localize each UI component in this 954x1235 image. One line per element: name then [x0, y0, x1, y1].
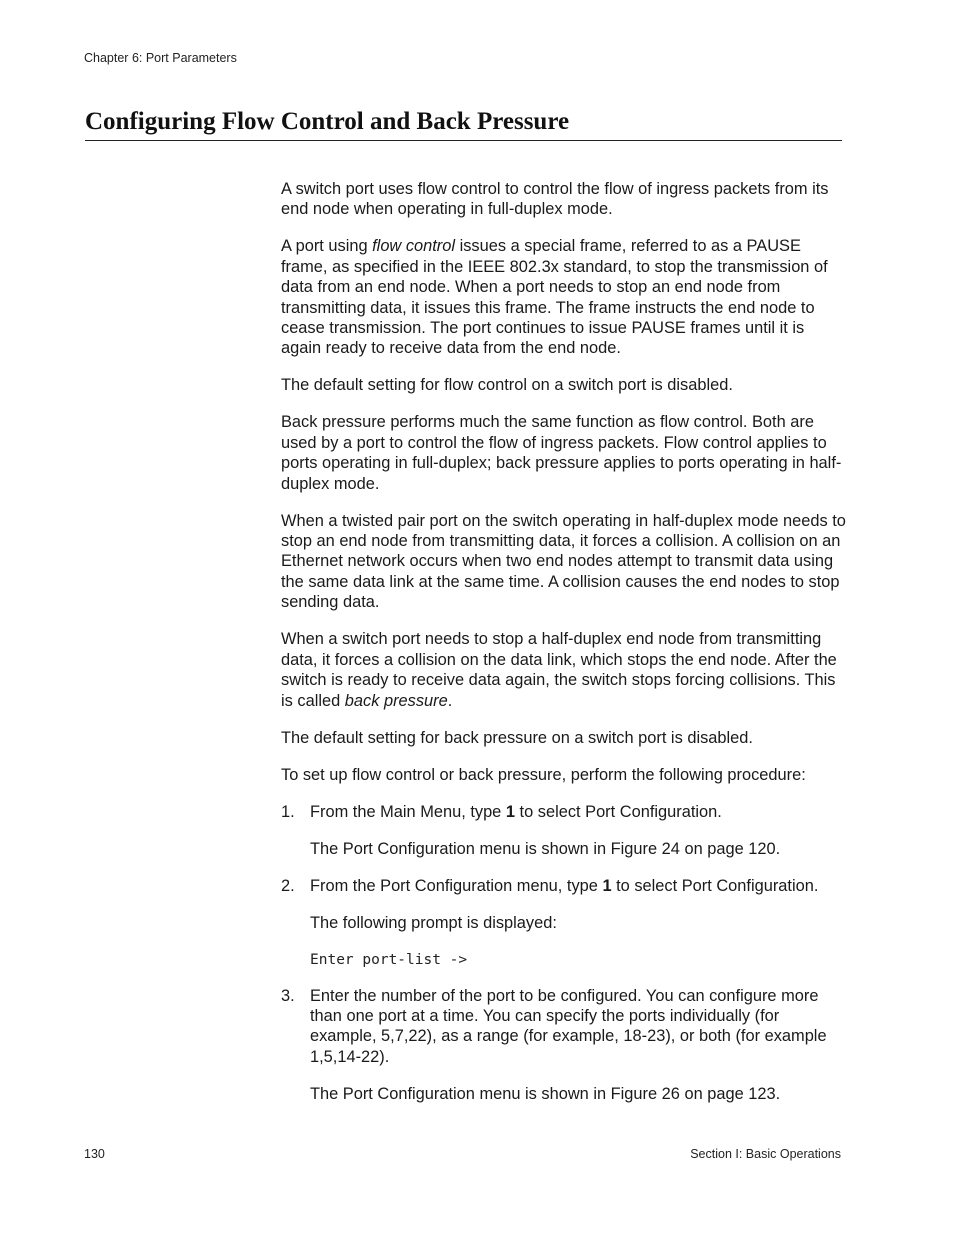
emphasis-flow-control: flow control	[372, 237, 456, 256]
step-note: The Port Configuration menu is shown in Figure 24 on page 120.	[310, 839, 781, 858]
paragraph: Back pressure performs much the same function as flow control. Both are used by a port to control the flow of ingress packets. Flow control applies to ports operating in full-duplex; back pressure applies to ports operating in half-duplex mode.	[281, 413, 842, 493]
procedure-step-2: 2. From the Port Configuration menu, type 1 to select Port Configuration.	[281, 876, 819, 895]
procedure-step-3: 3. Enter the number of the port to be configured. You can configure more than one port at a time. You can specify the ports individually (for example, 5,7,22), as a range (for example, 18-23), or both (for example 1,5,14-22).	[281, 986, 827, 1066]
step-key: 1	[505, 802, 515, 821]
paragraph: When a switch port needs to stop a half-duplex end node from transmitting data, it forces a collision on the data link, which stops the end node. After the switch is ready to receive data again, the switch stops forcing collisions. This is called back pressure.	[281, 630, 837, 710]
section-title: Configuring Flow Control and Back Pressure	[85, 106, 842, 141]
paragraph: A port using flow control issues a special frame, referred to as a PAUSE frame, as specified in the IEEE 802.3x standard, to stop the transmission of data from an end node. When a port needs to stop an end node from transmitting data, it issues this frame. The frame instructs the end node to cease transmission. The port continues to issue PAUSE frames until it is again ready to receive data from the end node.	[281, 237, 828, 358]
emphasis-back-pressure: back pressure	[344, 691, 448, 710]
paragraph: To set up flow control or back pressure, perform the following procedure:	[281, 765, 806, 784]
body-text	[281, 179, 847, 1121]
step-number: 2.	[281, 876, 295, 895]
running-footer: Section I: Basic Operations	[690, 1147, 841, 1161]
prompt-code: Enter port-list ->	[310, 951, 468, 968]
step-key: 1	[602, 876, 612, 895]
running-header: Chapter 6: Port Parameters	[84, 51, 237, 65]
step-note: The Port Configuration menu is shown in Figure 26 on page 123.	[310, 1084, 781, 1103]
paragraph: A switch port uses flow control to control the flow of ingress packets from its end node when operating in full-duplex mode.	[281, 180, 829, 219]
step-number: 1.	[281, 802, 295, 821]
paragraph: The default setting for flow control on a switch port is disabled.	[281, 376, 733, 395]
step-note: The following prompt is displayed:	[310, 913, 557, 932]
paragraph: When a twisted pair port on the switch operating in half-duplex mode needs to stop an end node from transmitting data, it forces a collision. A collision on an Ethernet network occurs when two end nodes attempt to transmit data using the same data link at the same time. A collision causes the end nodes to stop sending data.	[281, 511, 846, 612]
page-number: 130	[84, 1147, 105, 1161]
paragraph: The default setting for back pressure on a switch port is disabled.	[281, 728, 753, 747]
step-number: 3.	[281, 986, 295, 1005]
procedure-step-1: 1. From the Main Menu, type 1 to select Port Configuration.	[281, 802, 722, 821]
